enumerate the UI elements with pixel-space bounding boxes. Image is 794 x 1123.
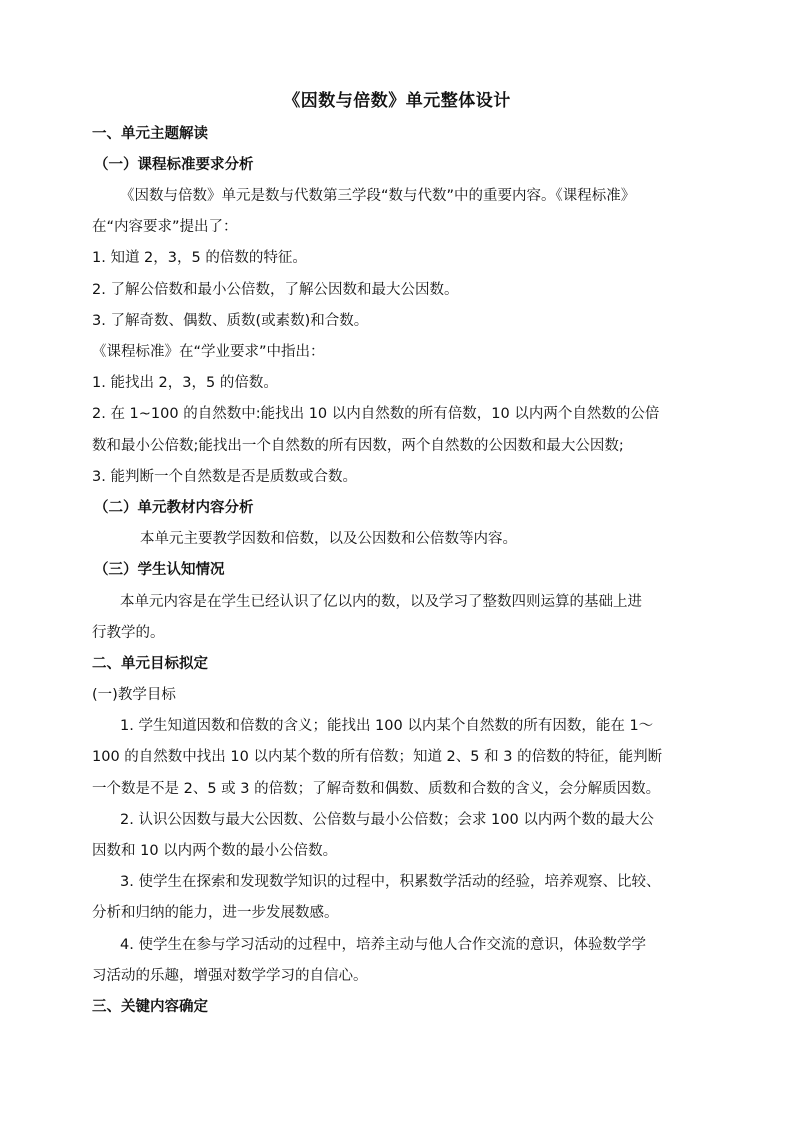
goal-line: 3. 使学生在探索和发现数学知识的过程中，积累数学活动的经验，培养观察、比较、: [120, 874, 661, 890]
goal-line: 一个数是不是 2、5 或 3 的倍数；了解奇数和偶数、质数和合数的含义，会分解质因数。: [92, 781, 661, 797]
paragraph-line: 本单元内容是在学生已经认识了亿以内的数，以及学习了整数四则运算的基础上进: [120, 594, 642, 610]
section-heading-2: 二、单元目标拟定: [92, 656, 208, 672]
list-item: 3. 能判断一个自然数是否是质数或合数。: [92, 469, 357, 485]
subsection-heading-1-1: （一）课程标准要求分析: [94, 157, 254, 173]
subsection-heading-2-1: (一)教学目标: [92, 687, 176, 703]
list-item: 1. 知道 2，3，5 的倍数的特征。: [92, 250, 307, 266]
paragraph-line: 行教学的。: [92, 625, 165, 641]
goal-line: 习活动的乐趣，增强对数学学习的自信心。: [92, 968, 368, 984]
goal-line: 因数和 10 以内两个数的最小公倍数。: [92, 843, 338, 859]
paragraph-line: 《因数与倍数》单元是数与代数第三学段“数与代数”中的重要内容。《课程标准》: [120, 188, 636, 204]
subsection-heading-1-3: （三）学生认知情况: [94, 562, 225, 578]
goal-line: 2. 认识公因数与最大公因数、公倍数与最小公倍数；会求 100 以内两个数的最大公: [120, 812, 654, 828]
goal-line: 分析和归纳的能力，进一步发展数感。: [92, 905, 339, 921]
list-item: 3. 了解奇数、偶数、质数(或素数)和合数。: [92, 313, 369, 329]
section-heading-1: 一、单元主题解读: [92, 126, 208, 142]
list-item: 2. 了解公倍数和最小公倍数，了解公因数和最大公因数。: [92, 282, 459, 298]
paragraph-line: 《课程标准》在“学业要求”中指出：: [92, 344, 325, 360]
paragraph-line: 在“内容要求”提出了：: [92, 219, 238, 235]
paragraph-line: 本单元主要教学因数和倍数，以及公因数和公倍数等内容。: [140, 531, 517, 547]
goal-line: 100 的自然数中找出 10 以内某个数的所有倍数；知道 2、5 和 3 的倍数的特征，能判断: [92, 749, 663, 765]
list-item-continuation: 数和最小公倍数;能找出一个自然数的所有因数，两个自然数的公因数和最大公因数;: [92, 438, 624, 454]
document-title: 《因数与倍数》单元整体设计: [283, 91, 511, 111]
section-heading-3: 三、关键内容确定: [92, 999, 208, 1015]
subsection-heading-1-2: （二）单元教材内容分析: [94, 500, 254, 516]
list-item: 1. 能找出 2，3，5 的倍数。: [92, 375, 278, 391]
goal-line: 1. 学生知道因数和倍数的含义；能找出 100 以内某个自然数的所有因数，能在 1～: [120, 718, 654, 734]
list-item: 2. 在 1~100 的自然数中:能找出 10 以内自然数的所有倍数，10 以内两个自然数的公倍: [92, 406, 660, 422]
goal-line: 4. 使学生在参与学习活动的过程中，培养主动与他人合作交流的意识，体验数学学: [120, 937, 646, 953]
